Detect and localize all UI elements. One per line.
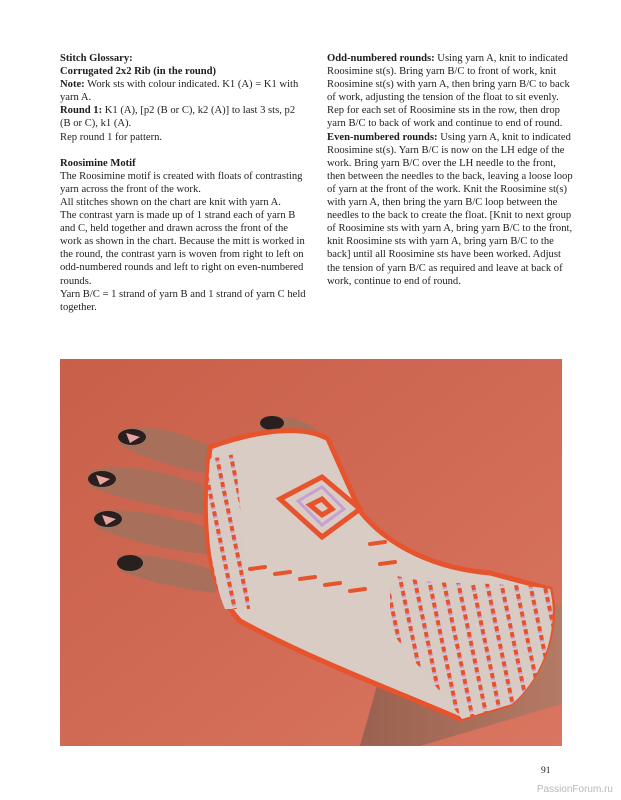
odd-rounds-label: Odd-numbered rounds: (327, 53, 435, 64)
right-column (327, 52, 575, 288)
glossary-title: Stitch Glossary: (60, 53, 133, 64)
round1-label: Round 1: (60, 105, 103, 117)
round1-paragraph (60, 104, 306, 130)
watermark: PassionForum.ru (536, 784, 613, 795)
round1-text: K1 (A), [p2 (B or C), k2 (A)] to last 3 sts, p2 (B or C), k1 (A). (60, 105, 296, 130)
odd-rounds-paragraph (327, 52, 575, 131)
motif-paragraph-3: The contrast yarn is made up of 1 strand each of yarn B and C, held together and drawn across the front of the work as shown in the chart. Because the mitt is worked in the round, the contrast yarn is woven from right to left on odd-numbered rounds and left to right on even-numbered rounds. (60, 210, 305, 287)
knitted-mitt-photo (60, 359, 562, 746)
even-rounds-paragraph (327, 131, 575, 288)
rep-text: Rep round 1 for pattern. (60, 131, 163, 143)
mitt-illustration (60, 359, 562, 746)
motif-paragraph-1: The Roosimine motif is created with floats of contrasting yarn across the front of the work. (60, 170, 303, 195)
motif-paragraph-2: All stitches shown on the chart are knit with yarn A. (60, 196, 281, 208)
rib-title: Corrugated 2x2 Rib (in the round) (60, 66, 217, 78)
page-number: 91 (541, 766, 551, 776)
note-label: Note: (60, 79, 85, 91)
even-rounds-text: Using yarn A, knit to indicated Roosimine st(s). Yarn B/C is now on the LH edge of the work. Bring yarn B/C over the LH needle to the front, then between the needles to the back, leaving a loose loop of yarn at the front of the work. Knit the Roosimine st(s) with yarn A, then bring the yarn B/C loop between the needles to the back to create the float. [Knit to next group of Roosimine sts with yarn A, bring yarn B/C to the front, knit Roosimine sts with yarn A, bring yarn B/C to the back] until all Roosimine sts have been worked. Adjust the tension of yarn B/C as required and leave at back of work, continue to end of round. (327, 131, 573, 287)
note-text: Work sts with colour indicated. K1 (A) = K1 with yarn A. (60, 79, 299, 104)
odd-rounds-text: Using yarn A, knit to indicated Roosimine st(s). Bring yarn B/C to front of work, knit Roosimine st(s) with yarn A, then bring yarn B/C to back of work, adjusting the tension of the float to sit evenly. Rep for each set of Roosimine sts in the row, then drop yarn B/C to back of work and continue to end of round. (327, 53, 570, 130)
even-rounds-label: Even-numbered rounds: (327, 131, 438, 143)
left-column (60, 52, 306, 314)
motif-paragraph-4: Yarn B/C = 1 strand of yarn B and 1 strand of yarn C held together. (60, 288, 306, 313)
note-paragraph (60, 78, 306, 104)
motif-title: Roosimine Motif (60, 157, 136, 169)
